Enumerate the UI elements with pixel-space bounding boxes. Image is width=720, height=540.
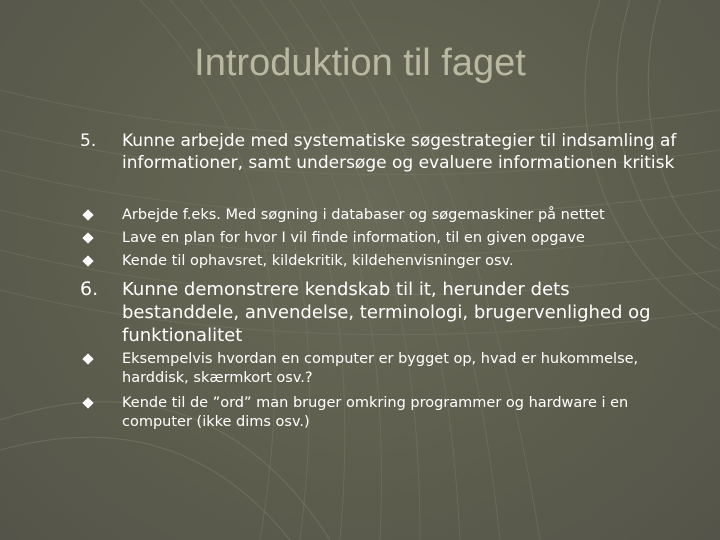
bullet-item	[80, 206, 680, 225]
bullet-item	[80, 350, 680, 388]
bullet-text: Lave en plan for hvor I vil finde information, til en given opgave	[122, 230, 585, 246]
bullet-text: Kende til ophavsret, kildekritik, kildehenvisninger osv.	[122, 253, 514, 269]
diamond-bullet-icon	[82, 397, 93, 408]
bullet-item	[80, 394, 680, 432]
item-number: 6.	[80, 278, 99, 300]
bullet-item	[80, 229, 680, 248]
item-number: 5.	[80, 131, 97, 151]
diamond-bullet-icon	[82, 232, 93, 243]
numbered-item-5	[80, 130, 680, 174]
numbered-item-6	[80, 278, 680, 347]
bullet-item	[80, 252, 680, 271]
diamond-bullet-icon	[82, 209, 93, 220]
diamond-bullet-icon	[82, 255, 93, 266]
bullet-text: Eksempelvis hvordan en computer er bygget op, hvad er hukommelse, harddisk, skærmkort osv.?	[122, 351, 639, 386]
item-text: Kunne arbejde med systematiske søgestrategier til indsamling af informationer, samt undersøge og evaluere informationen kritisk	[122, 131, 677, 173]
diamond-bullet-icon	[82, 353, 93, 364]
slide-title: Introduktion til faget	[194, 42, 526, 84]
bullet-text: Kende til de ”ord” man bruger omkring programmer og hardware i en computer (ikke dims osv.)	[122, 395, 629, 430]
bullet-text: Arbejde f.eks. Med søgning i databaser og søgemaskiner på nettet	[122, 207, 605, 223]
item-text: Kunne demonstrere kendskab til it, herunder dets bestanddele, anvendelse, terminologi, brugervenlighed og funktionalitet	[122, 279, 651, 346]
